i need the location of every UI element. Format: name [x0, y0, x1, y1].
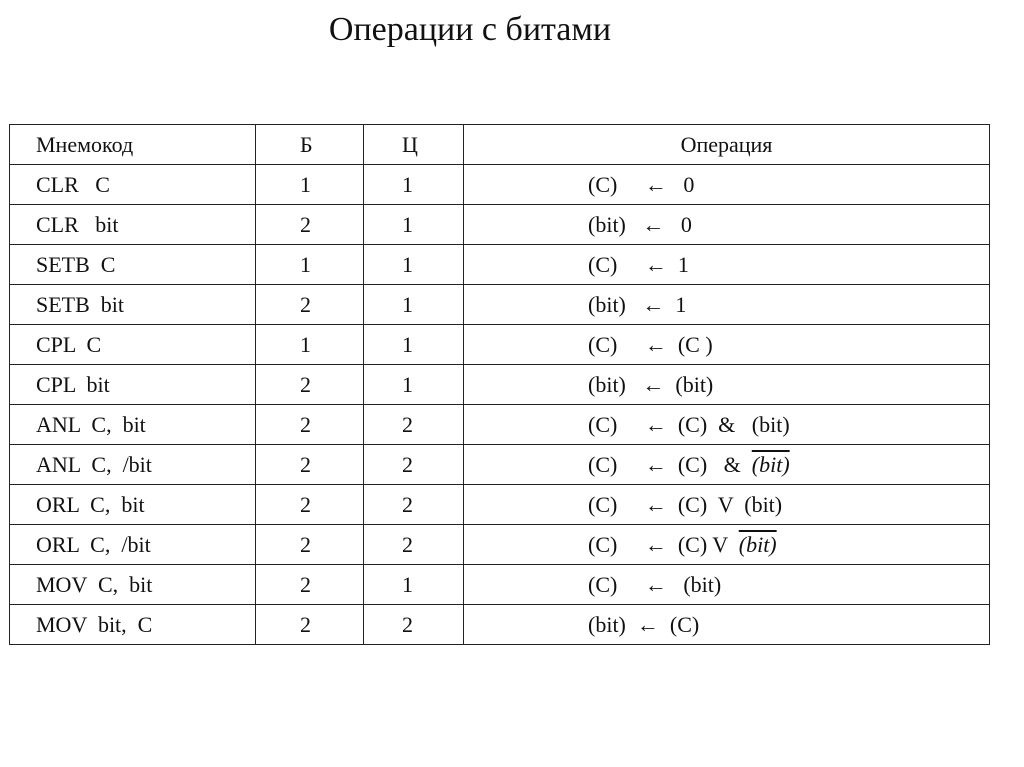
table-row [10, 445, 990, 485]
bit-operations-table [9, 124, 990, 645]
page-title: Операции с битами [328, 11, 612, 48]
cell-bytes: 2 [256, 565, 364, 605]
table-row [10, 485, 990, 525]
cell-bytes: 2 [256, 285, 364, 325]
cell-cycles: 2 [364, 525, 464, 565]
cell-operation: (C) ← (bit) [464, 565, 990, 605]
cell-cycles: 1 [364, 205, 464, 245]
table-row [10, 245, 990, 285]
cell-bytes: 2 [256, 525, 364, 565]
cell-bytes: 2 [256, 445, 364, 485]
cell-operation: (bit) ← (C) [464, 605, 990, 645]
table-row [10, 565, 990, 605]
cell-bytes: 2 [256, 365, 364, 405]
cell-operation: (C) ← (C) V (bit) [464, 485, 990, 525]
cell-mnemonic: ORL C, /bit [10, 525, 256, 565]
header-cycles: Ц [364, 125, 464, 165]
cell-mnemonic: CPL bit [10, 365, 256, 405]
table-row [10, 325, 990, 365]
operation-text: (C) ← (C) & [588, 451, 752, 477]
table-row [10, 205, 990, 245]
table-row [10, 605, 990, 645]
cell-cycles: 1 [364, 565, 464, 605]
cell-bytes: 1 [256, 325, 364, 365]
cell-cycles: 1 [364, 285, 464, 325]
header-operation: Операция [464, 125, 990, 165]
cell-operation: (C) ← (C ) [464, 325, 990, 365]
cell-cycles: 2 [364, 405, 464, 445]
cell-bytes: 2 [256, 605, 364, 645]
cell-mnemonic: SETB C [10, 245, 256, 285]
table-row [10, 525, 990, 565]
cell-operation [464, 525, 990, 565]
cell-bytes: 2 [256, 485, 364, 525]
cell-bytes: 2 [256, 405, 364, 445]
cell-mnemonic: CLR C [10, 165, 256, 205]
cell-mnemonic: CLR bit [10, 205, 256, 245]
cell-mnemonic: CPL C [10, 325, 256, 365]
table-row [10, 165, 990, 205]
cell-bytes: 1 [256, 245, 364, 285]
table-row [10, 405, 990, 445]
cell-operation: (bit) ← (bit) [464, 365, 990, 405]
cell-bytes: 1 [256, 165, 364, 205]
cell-mnemonic: MOV bit, C [10, 605, 256, 645]
cell-cycles: 2 [364, 445, 464, 485]
cell-cycles: 1 [364, 245, 464, 285]
cell-operation: (C) ← (C) & (bit) [464, 405, 990, 445]
cell-operation: (C) ← 0 [464, 165, 990, 205]
cell-operation [464, 445, 990, 485]
cell-mnemonic: MOV C, bit [10, 565, 256, 605]
table-row [10, 365, 990, 405]
inverted-bit: (bit) [751, 451, 790, 477]
cell-mnemonic: ORL C, bit [10, 485, 256, 525]
cell-cycles: 1 [364, 165, 464, 205]
table-header-row [10, 125, 990, 165]
header-bytes: Б [256, 125, 364, 165]
cell-cycles: 1 [364, 365, 464, 405]
cell-mnemonic: SETB bit [10, 285, 256, 325]
table-row [10, 285, 990, 325]
inverted-bit: (bit) [738, 531, 777, 557]
cell-bytes: 2 [256, 205, 364, 245]
cell-cycles: 1 [364, 325, 464, 365]
cell-mnemonic: ANL C, bit [10, 405, 256, 445]
cell-operation: (C) ← 1 [464, 245, 990, 285]
operation-text: (C) ← (C) V [588, 531, 739, 557]
cell-mnemonic: ANL C, /bit [10, 445, 256, 485]
header-mnemonic: Мнемокод [10, 125, 256, 165]
cell-cycles: 2 [364, 605, 464, 645]
cell-operation: (bit) ← 0 [464, 205, 990, 245]
cell-cycles: 2 [364, 485, 464, 525]
cell-operation: (bit) ← 1 [464, 285, 990, 325]
